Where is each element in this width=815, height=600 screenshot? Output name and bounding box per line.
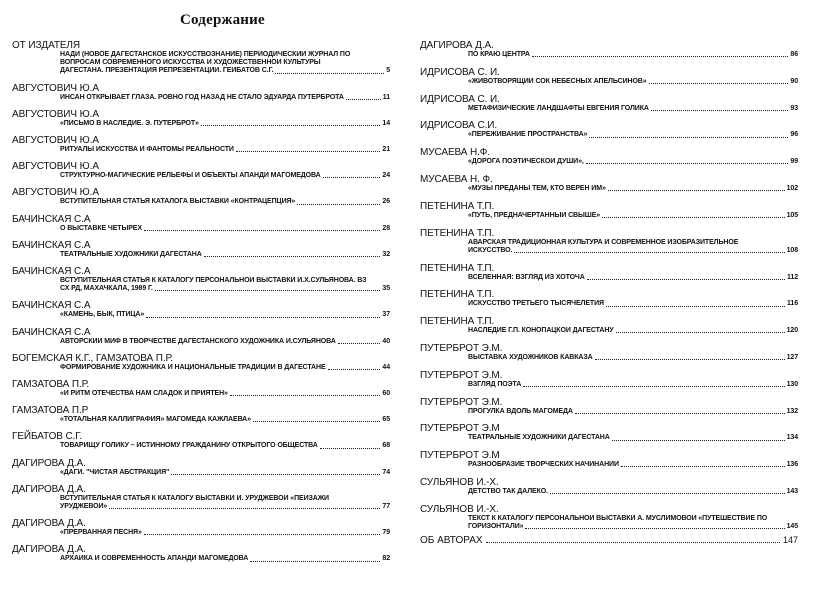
toc-titles: [12, 390, 390, 398]
toc-page-number: 82: [382, 555, 390, 563]
toc-titles: [12, 94, 390, 102]
toc-entry: [420, 370, 798, 389]
toc-title-text: «ПУТЬ, ПРЕДНАЧЕРТАННЫЙ СВЫШЕ»: [468, 211, 601, 219]
dot-leader: [587, 278, 785, 280]
toc-author: АВГУСТОВИЧ Ю.А: [12, 135, 99, 147]
dot-leader: [612, 439, 785, 441]
toc-title-line: [468, 434, 798, 442]
toc-page-number: 32: [382, 250, 390, 258]
toc-titles: [12, 338, 390, 346]
toc-titles: [420, 239, 798, 255]
toc-entry: [12, 40, 390, 76]
toc-title-text: ТЕАТРАЛЬНЫЕ ХУДОЖНИКИ ДАГЕСТАНА: [468, 434, 610, 442]
toc-page-number: 147: [782, 535, 798, 546]
toc-author: ПУТЕРБРОТ Э.М.: [420, 369, 503, 381]
toc-author: АВГУСТОВИЧ Ю.А: [12, 82, 99, 94]
toc-title-line: [468, 381, 798, 389]
toc-title-text: ДЕТСТВО ТАК ДАЛЕКО.: [468, 487, 548, 495]
toc-titles: [12, 51, 390, 76]
toc-author: МУСАЕВА Н. Ф.: [420, 173, 493, 185]
toc-entry: [420, 504, 798, 531]
toc-page-number: 105: [786, 211, 798, 219]
toc-page-number: 127: [786, 353, 798, 361]
toc-author: МУСАЕВА Н.Ф.: [420, 147, 490, 159]
toc-title-line: [468, 185, 798, 193]
toc-entry: [12, 353, 390, 372]
toc-page-number: 37: [382, 311, 390, 319]
toc-title-line: [60, 390, 390, 398]
toc-title-text: «И РИТМ ОТЕЧЕСТВА НАМ СЛАДОК И ПРИЯТЕН»: [60, 390, 228, 398]
toc-page-number: 145: [786, 522, 798, 530]
toc-author: ДАГИРОВА Д.А.: [12, 518, 86, 530]
toc-page-number: 74: [382, 468, 390, 476]
toc-titles: [420, 354, 798, 362]
dot-leader: [649, 82, 789, 84]
toc-page-number: 26: [382, 198, 390, 206]
toc-title-text: ВСТУПИТЕЛЬНАЯ СТАТЬЯ К КАТАЛОГУ ВЫСТАВКИ И. УРУДЖЕВОЙ «ПЕЙЗАЖИ: [60, 494, 329, 502]
toc-page-number: 90: [790, 77, 798, 85]
toc-page-number: 102: [786, 184, 798, 192]
toc-entry: [420, 174, 798, 193]
toc-titles: [420, 381, 798, 389]
toc-titles: [12, 555, 390, 563]
toc-entry: [12, 300, 390, 319]
toc-entry: [12, 240, 390, 259]
toc-column-left: [12, 40, 390, 564]
toc-title-line: [468, 212, 798, 220]
dot-leader: [602, 216, 785, 218]
toc-entry: [420, 40, 798, 59]
dot-leader: [109, 507, 380, 509]
toc-titles: [420, 131, 798, 139]
toc-title-line: [60, 285, 390, 293]
toc-title-line: [468, 515, 798, 523]
toc-title-text: ГОРИЗОНТАЛИ»: [468, 522, 524, 530]
toc-title-text: ВОПРОСАМ СОВРЕМЕННОГО ИСКУССТВА И ХУДОЖЕСТВЕННОЙ КУЛЬТУРЫ: [60, 59, 321, 67]
toc-page-number: 28: [382, 224, 390, 232]
toc-author: ИДРИСОВА С. И.: [420, 66, 500, 78]
toc-entry: [420, 289, 798, 308]
toc-title-line: [60, 94, 390, 102]
dot-leader: [275, 72, 384, 74]
toc-title-text: АВАРСКАЯ ТРАДИЦИОННАЯ КУЛЬТУРА И СОВРЕМЕННОЕ ИЗОБРАЗИТЕЛЬНОЕ: [468, 238, 739, 246]
toc-title-line: [60, 442, 390, 450]
toc-title-text: ТЕАТРАЛЬНЫЕ ХУДОЖНИКИ ДАГЕСТАНА: [60, 250, 202, 258]
toc-title-text: НАСЛЕДИЕ Г.П. КОНОПАЦКОЙ ДАГЕСТАНУ: [468, 327, 614, 335]
toc-titles: [12, 311, 390, 319]
dot-leader: [250, 560, 380, 562]
toc-author: ДАГИРОВА Д.А.: [420, 40, 494, 51]
toc-author: ОТ ИЗДАТЕЛЯ: [12, 40, 81, 51]
toc-entry: [420, 477, 798, 496]
toc-title-text: ПРОГУЛКА ВДОЛЬ МАГОМЕДА: [468, 407, 573, 415]
toc-title-line: [60, 146, 390, 154]
dot-leader: [523, 385, 784, 387]
toc-title-text: УРУДЖЕВОЙ»: [60, 503, 108, 511]
dot-leader: [204, 255, 381, 257]
toc-entry: [420, 147, 798, 166]
toc-author: ГАМЗАТОВА П.Р.: [12, 379, 90, 391]
toc-author: ДАГИРОВА Д.А.: [12, 483, 86, 495]
toc-title-line: [60, 338, 390, 346]
toc-author: БАЧИНСКАЯ С.А: [12, 300, 91, 312]
toc-title-line: [60, 495, 390, 503]
dot-leader: [586, 162, 789, 164]
toc-title-text: ВСТУПИТЕЛЬНАЯ СТАТЬЯ КАТАЛОГА ВЫСТАВКИ «КОНТРАЦЕПЦИЯ»: [60, 198, 296, 206]
dot-leader: [595, 358, 785, 360]
toc-title-text: «ДОРОГА ПОЭТИЧЕСКОЙ ДУШИ»,: [468, 158, 584, 166]
toc-title-line: [468, 158, 798, 166]
toc-titles: [420, 185, 798, 193]
toc-author: ПЕТЕНИНА Т.П.: [420, 289, 495, 301]
toc-author: БАЧИНСКАЯ С.А: [12, 326, 91, 338]
toc-author: ОБ АВТОРАХ: [420, 535, 483, 547]
toc-titles: [420, 51, 798, 59]
dot-leader: [606, 305, 785, 307]
toc-entry: [12, 431, 390, 450]
toc-titles: [12, 469, 390, 477]
toc-author: СУЛЬЯНОВ И.-Х.: [420, 476, 499, 488]
toc-title-text: ВСЕЛЕННАЯ: ВЗГЛЯД ИЗ ХОТОЧА: [468, 273, 585, 281]
toc-page-number: 96: [790, 131, 798, 139]
toc-title-text: АВТОРСКИЙ МИФ В ТВОРЧЕСТВЕ ДАГЕСТАНСКОГО ХУДОЖНИКА И.СУЛЬЯНОВА: [60, 337, 336, 345]
toc-titles: [12, 251, 390, 259]
toc-page-number: 40: [382, 337, 390, 345]
dot-leader: [320, 447, 381, 449]
toc-titles: [12, 225, 390, 233]
toc-title-text: РАЗНООБРАЗИЕ ТВОРЧЕСКИХ НАЧИНАНИЙ: [468, 461, 619, 469]
page-title: Содержание: [180, 12, 265, 28]
toc-author: АВГУСТОВИЧ Ю.А: [12, 187, 99, 199]
toc-title-text: «КАМЕНЬ, БЫК, ПТИЦА»: [60, 311, 145, 319]
toc-entry: [12, 135, 390, 154]
toc-titles: [420, 408, 798, 416]
dot-leader: [532, 55, 789, 57]
toc-titles: [420, 300, 798, 308]
dot-leader: [144, 533, 381, 535]
dot-leader: [323, 176, 381, 178]
toc-title-text: «ДАГИ. "ЧИСТАЯ АБСТРАКЦИЯ": [60, 468, 170, 476]
toc-entry: [420, 316, 798, 335]
toc-author: ГАМЗАТОВА П.Р: [12, 405, 89, 417]
toc-title-line: [468, 461, 798, 469]
toc-page-number: 86: [790, 51, 798, 58]
toc-titles: [420, 78, 798, 86]
toc-title-line: [60, 503, 390, 511]
toc-title-line: [468, 300, 798, 308]
toc-title-text: ДАГЕСТАНА. ПРЕЗЕНТАЦИЯ РЕПРЕЗЕНТАЦИЙ. ГЕЙБАТОВ С.Г.: [60, 67, 274, 75]
toc-title-line: [468, 78, 798, 86]
toc-title-text: АРХАИКА И СОВРЕМЕННОСТЬ АПАНДИ МАГОМЕДОВА: [60, 555, 249, 563]
toc-title-line: [60, 67, 390, 75]
toc-entry: [420, 228, 798, 255]
toc-title-text: ИСКУССТВО ТРЕТЬЕГО ТЫСЯЧЕЛЕТИЯ: [468, 300, 604, 308]
dot-leader: [589, 136, 788, 138]
toc-titles: [12, 277, 390, 293]
toc-entry: [12, 544, 390, 563]
toc-title-line: [468, 131, 798, 139]
toc-titles: [12, 120, 390, 128]
toc-entry: [420, 201, 798, 220]
toc-titles: [420, 461, 798, 469]
toc-page-number: 60: [382, 390, 390, 398]
toc-title-text: СХ РД, МАХАЧКАЛА, 1989 Г.: [60, 285, 153, 293]
toc-titles: [420, 488, 798, 496]
toc-title-text: «ПИСЬМО В НАСЛЕДИЕ. Э. ПУТЕРБРОТ»: [60, 119, 199, 127]
dot-leader: [146, 316, 380, 318]
toc-author: БАЧИНСКАЯ С.А: [12, 213, 91, 225]
toc-entry: [420, 397, 798, 416]
toc-title-text: «ПЕРЕЖИВАНИЕ ПРОСТРАНСТВА»: [468, 131, 588, 139]
toc-page-number: 108: [786, 246, 798, 254]
toc-title-line: [60, 59, 390, 67]
toc-page-number: 5: [386, 67, 390, 75]
toc-title-text: НАДИ (НОВОЕ ДАГЕСТАНСКОЕ ИСКУССТВОЗНАНИЕ) ПЕРИОДИЧЕСКИЙ ЖУРНАЛ ПО: [60, 51, 351, 58]
toc-entry: [420, 343, 798, 362]
toc-author: ИДРИСОВА С. И.: [420, 93, 500, 105]
dot-leader: [230, 394, 381, 396]
toc-title-text: «МУЗЫ ПРЕДАНЫ ТЕМ, КТО ВЕРЕН ИМ»: [468, 184, 606, 192]
toc-titles: [12, 442, 390, 450]
dot-leader: [171, 473, 380, 475]
toc-title-line: [60, 120, 390, 128]
toc-author: ПУТЕРБРОТ Э.М: [420, 423, 500, 435]
toc-page-number: 24: [382, 172, 390, 180]
toc-page-number: 68: [382, 442, 390, 450]
toc-titles: [420, 434, 798, 442]
toc-entry: [12, 161, 390, 180]
toc-title-text: ВЗГЛЯД ПОЭТА: [468, 380, 522, 388]
toc-title-line: [60, 198, 390, 206]
toc-title-line: [468, 408, 798, 416]
toc-author: БАЧИНСКАЯ С.А: [12, 266, 91, 278]
toc-title-text: ТЕКСТ К КАТАЛОГУ ПЕРСОНАЛЬНОЙ ВЫСТАВКИ А. МУСЛИМОВОЙ «ПУТЕШЕСТВИЕ ПО: [468, 514, 768, 522]
toc-page-number: 112: [787, 273, 798, 281]
toc-titles: [12, 364, 390, 372]
toc-title-text: РИТУАЛЫ ИСКУССТВА И ФАНТОМЫ РЕАЛЬНОСТИ: [60, 146, 234, 154]
toc-title-line: [60, 416, 390, 424]
toc-title-line: [60, 311, 390, 319]
toc-title-text: ТОВАРИЩУ ГОЛИКУ – ИСТИННОМУ ГРАЖДАНИНУ ОТКРЫТОГО ОБЩЕСТВА: [60, 442, 318, 450]
toc-entry: [12, 214, 390, 233]
toc-titles: [420, 158, 798, 166]
toc-title-line: [60, 469, 390, 477]
toc-entry: [12, 187, 390, 206]
toc-title-line: [468, 523, 798, 531]
toc-author: ПУТЕРБРОТ Э.М.: [420, 396, 503, 408]
toc-title-line: [468, 327, 798, 335]
dot-leader: [297, 203, 380, 205]
toc-author: ГЕЙБАТОВ С.Г.: [12, 431, 83, 443]
dot-leader: [486, 541, 780, 543]
toc-title-line: [468, 51, 798, 59]
toc-author: БАЧИНСКАЯ С.А: [12, 239, 91, 251]
dot-leader: [253, 420, 380, 422]
dot-leader: [621, 465, 785, 467]
toc-entry: [12, 109, 390, 128]
toc-entry: [12, 458, 390, 477]
toc-title-text: СТРУКТУРНО-МАГИЧЕСКИЕ РЕЛЬЕФЫ И ОБЪЕКТЫ АПАНДИ МАГОМЕДОВА: [60, 172, 321, 180]
toc-author: ПЕТЕНИНА Т.П.: [420, 200, 495, 212]
toc-page-number: 134: [786, 434, 798, 442]
toc-title-line: [60, 277, 390, 285]
toc-title-line: [60, 251, 390, 259]
toc-title-line: [468, 247, 798, 255]
toc-entry: [420, 67, 798, 86]
toc-entry: [420, 423, 798, 442]
toc-footer-entry: [420, 535, 798, 546]
dot-leader: [608, 189, 785, 191]
dot-leader: [514, 251, 784, 253]
toc-titles: [420, 105, 798, 113]
dot-leader: [155, 289, 381, 291]
toc-titles: [420, 274, 798, 282]
toc-author: ПУТЕРБРОТ Э.М: [420, 450, 500, 462]
toc-title-text: МЕТАФИЗИЧЕСКИЕ ЛАНДШАФТЫ ЕВГЕНИЯ ГОЛИКА: [468, 104, 649, 112]
toc-title-text: ВСТУПИТЕЛЬНАЯ СТАТЬЯ К КАТАЛОГУ ПЕРСОНАЛЬНОЙ ВЫСТАВКИ И.Х.СУЛЬЯНОВА. ВЗ: [60, 277, 367, 285]
toc-title-text: ФОРМИРОВАНИЕ ХУДОЖНИКА И НАЦИОНАЛЬНЫЕ ТРАДИЦИИ В ДАГЕСТАНЕ: [60, 363, 326, 371]
toc-page-number: 65: [382, 416, 390, 424]
toc-author: ПЕТЕНИНА Т.П.: [420, 262, 495, 274]
toc-entry: [12, 379, 390, 398]
dot-leader: [144, 229, 380, 231]
toc-column-right: [420, 40, 798, 546]
dot-leader: [550, 492, 785, 494]
toc-title-line: [60, 51, 390, 59]
toc-author: СУЛЬЯНОВ И.-Х.: [420, 503, 499, 515]
toc-entry: [420, 120, 798, 139]
toc-author: ИДРИСОВА С.И.: [420, 120, 498, 132]
dot-leader: [616, 331, 785, 333]
dot-leader: [575, 412, 785, 414]
toc-page-number: 143: [786, 487, 798, 495]
toc-title-text: ИНСАН ОТКРЫВАЕТ ГЛАЗА. РОВНО ГОД НАЗАД НЕ СТАЛО ЭДУАРДА ПУТЕРБРОТА: [60, 93, 344, 101]
toc-author: АВГУСТОВИЧ Ю.А: [12, 161, 99, 173]
toc-title-line: [60, 364, 390, 372]
toc-page-number: 11: [382, 93, 390, 101]
toc-page-number: 136: [786, 461, 798, 469]
toc-entry: [420, 450, 798, 469]
dot-leader: [328, 368, 381, 370]
toc-author: АВГУСТОВИЧ Ю.А: [12, 108, 99, 120]
toc-title-text: ПО КРАЮ ЦЕНТРА: [468, 51, 530, 58]
toc-entry: [12, 518, 390, 537]
toc-title-line: [468, 274, 798, 282]
toc-title-text: «ПРЕРВАННАЯ ПЕСНЯ»: [60, 529, 142, 537]
toc-author: ПУТЕРБРОТ Э.М.: [420, 342, 503, 354]
toc-title-line: [60, 172, 390, 180]
toc-page-number: 14: [382, 119, 390, 127]
toc-entry: [12, 83, 390, 102]
toc-page-number: 116: [787, 300, 798, 308]
toc-titles: [420, 515, 798, 531]
toc-titles: [12, 529, 390, 537]
dot-leader: [651, 109, 789, 111]
toc-titles: [12, 198, 390, 206]
toc-title-line: [60, 225, 390, 233]
toc-title-line: [60, 555, 390, 563]
toc-titles: [12, 495, 390, 511]
toc-page-number: 132: [786, 407, 798, 415]
toc-title-text: ВЫСТАВКА ХУДОЖНИКОВ КАВКАЗА: [468, 353, 593, 361]
dot-leader: [338, 342, 381, 344]
toc-entry: [420, 94, 798, 113]
toc-title-line: [60, 529, 390, 537]
toc-titles: [12, 416, 390, 424]
toc-title-text: О ВЫСТАВКЕ ЧЕТЫРЕХ: [60, 224, 142, 232]
toc-author: ПЕТЕНИНА Т.П.: [420, 227, 495, 239]
toc-entry: [12, 484, 390, 511]
toc-page-number: 21: [382, 146, 390, 154]
toc-title-line: [468, 488, 798, 496]
toc-page-number: 44: [382, 363, 390, 371]
toc-page-number: 130: [786, 380, 798, 388]
toc-page-number: 35: [382, 285, 390, 293]
toc-page-number: 93: [790, 104, 798, 112]
toc-author: ДАГИРОВА Д.А.: [12, 457, 86, 469]
toc-titles: [12, 172, 390, 180]
toc-author: ДАГИРОВА Д.А.: [12, 544, 86, 556]
dot-leader: [346, 98, 381, 100]
toc-entry: [420, 263, 798, 282]
toc-page-number: 79: [382, 529, 390, 537]
toc-page-number: 120: [786, 327, 798, 335]
toc-author: БОГЕМСКАЯ К.Г., ГАМЗАТОВА П.Р.: [12, 352, 173, 364]
toc-entry: [12, 266, 390, 293]
toc-entry: [12, 327, 390, 346]
dot-leader: [236, 150, 381, 152]
toc-entry: [12, 405, 390, 424]
toc-page-number: 99: [790, 158, 798, 166]
toc-title-text: ИСКУССТВО.: [468, 246, 513, 254]
dot-leader: [201, 124, 381, 126]
toc-titles: [420, 212, 798, 220]
dot-leader: [525, 527, 784, 529]
toc-title-text: «ТОТАЛЬНАЯ КАЛЛИГРАФИЯ» МАГОМЕДА КАЖЛАЕВА»: [60, 416, 251, 424]
toc-title-line: [468, 239, 798, 247]
toc-title-line: [468, 354, 798, 362]
toc-author: ПЕТЕНИНА Т.П.: [420, 316, 495, 328]
toc-titles: [420, 327, 798, 335]
toc-page-number: 77: [382, 503, 390, 511]
toc-titles: [12, 146, 390, 154]
toc-title-text: «ЖИВОТВОРЯЩИЙ СОК НЕБЕСНЫХ АПЕЛЬСИНОВ»: [468, 77, 647, 85]
toc-title-line: [468, 105, 798, 113]
